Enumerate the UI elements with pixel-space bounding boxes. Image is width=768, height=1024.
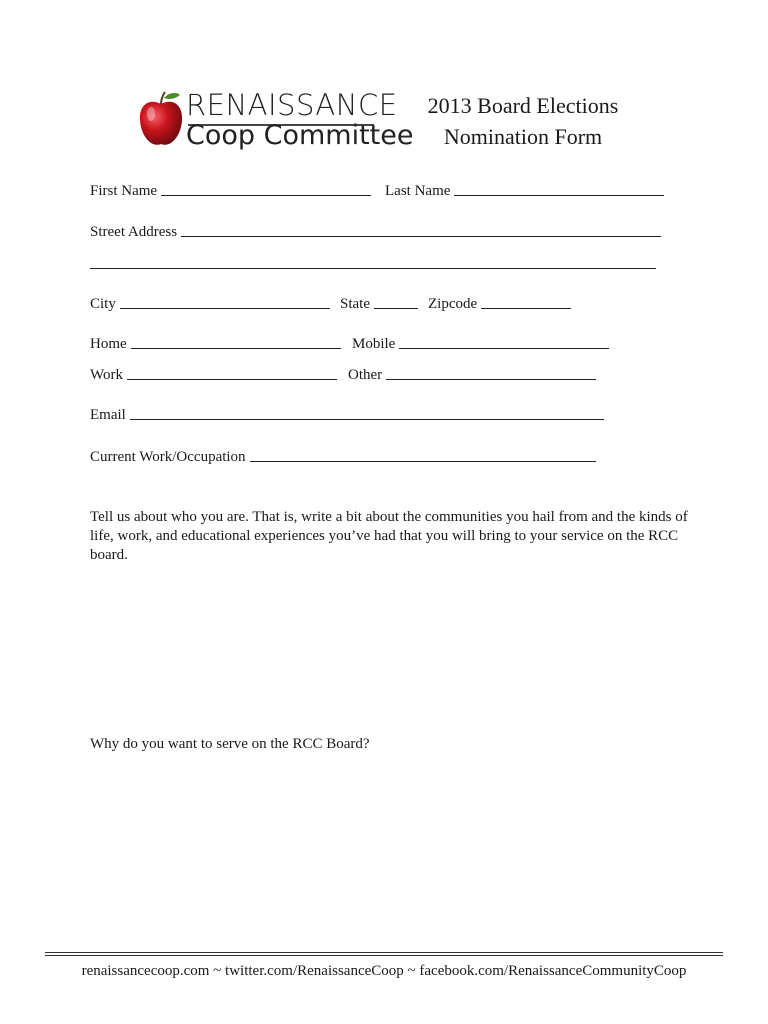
zipcode-line[interactable] [481,308,571,309]
street-address-line-2[interactable] [90,268,656,269]
about-answer-area[interactable] [90,570,690,720]
last-name-field[interactable] [385,183,664,200]
occupation-field[interactable] [90,449,596,466]
work-phone-field[interactable] [90,367,337,384]
mobile-phone-line[interactable] [399,348,609,349]
email-label: Email [90,407,126,423]
city-label: City [90,296,116,312]
zipcode-label: Zipcode [428,296,478,312]
other-phone-label: Other [348,367,383,383]
street-address-label: Street Address [90,224,178,240]
state-line[interactable] [374,308,418,309]
form-title-line1: 2013 Board Elections [427,93,619,118]
mobile-phone-field[interactable] [352,336,609,353]
city-line[interactable] [120,308,330,309]
brand-name: RENAISSANCE [186,88,398,122]
about-prompt: Tell us about who you are. That is, write a bit about the communities you hail from and the kinds of life, work, and educational experiences you’ve had that you will bring to your service on the RCC board. [90,509,688,563]
apple-logo-icon [136,90,186,150]
work-phone-label: Work [90,367,123,383]
form-title [410,90,636,152]
last-name-label: Last Name [385,183,451,199]
footer-links: renaissancecoop.com ~ twitter.com/RenaissanceCoop ~ facebook.com/RenaissanceCommunityCoop [81,963,687,979]
first-name-line[interactable] [161,195,371,196]
state-field[interactable] [340,296,418,313]
work-phone-line[interactable] [127,379,337,380]
other-phone-line[interactable] [386,379,596,380]
brand-subtitle: Coop Committee [186,120,414,151]
street-address-field[interactable] [90,224,661,241]
footer-divider-bottom [45,955,723,956]
why-answer-area[interactable] [90,760,690,930]
zipcode-field[interactable] [428,296,571,313]
home-phone-line[interactable] [131,348,341,349]
city-field[interactable] [90,296,330,313]
street-address-line[interactable] [181,236,661,237]
other-phone-field[interactable] [348,367,596,384]
why-prompt: Why do you want to serve on the RCC Board? [90,736,370,752]
first-name-label: First Name [90,183,158,199]
state-label: State [340,296,370,312]
footer-divider-top [45,952,723,953]
home-phone-label: Home [90,336,127,352]
mobile-phone-label: Mobile [352,336,396,352]
form-title-line2: Nomination Form [443,124,603,149]
email-line[interactable] [130,419,604,420]
last-name-line[interactable] [454,195,664,196]
occupation-line[interactable] [250,461,596,462]
email-field[interactable] [90,407,604,424]
occupation-label: Current Work/Occupation [90,449,246,465]
first-name-field[interactable] [90,183,371,200]
home-phone-field[interactable] [90,336,341,353]
